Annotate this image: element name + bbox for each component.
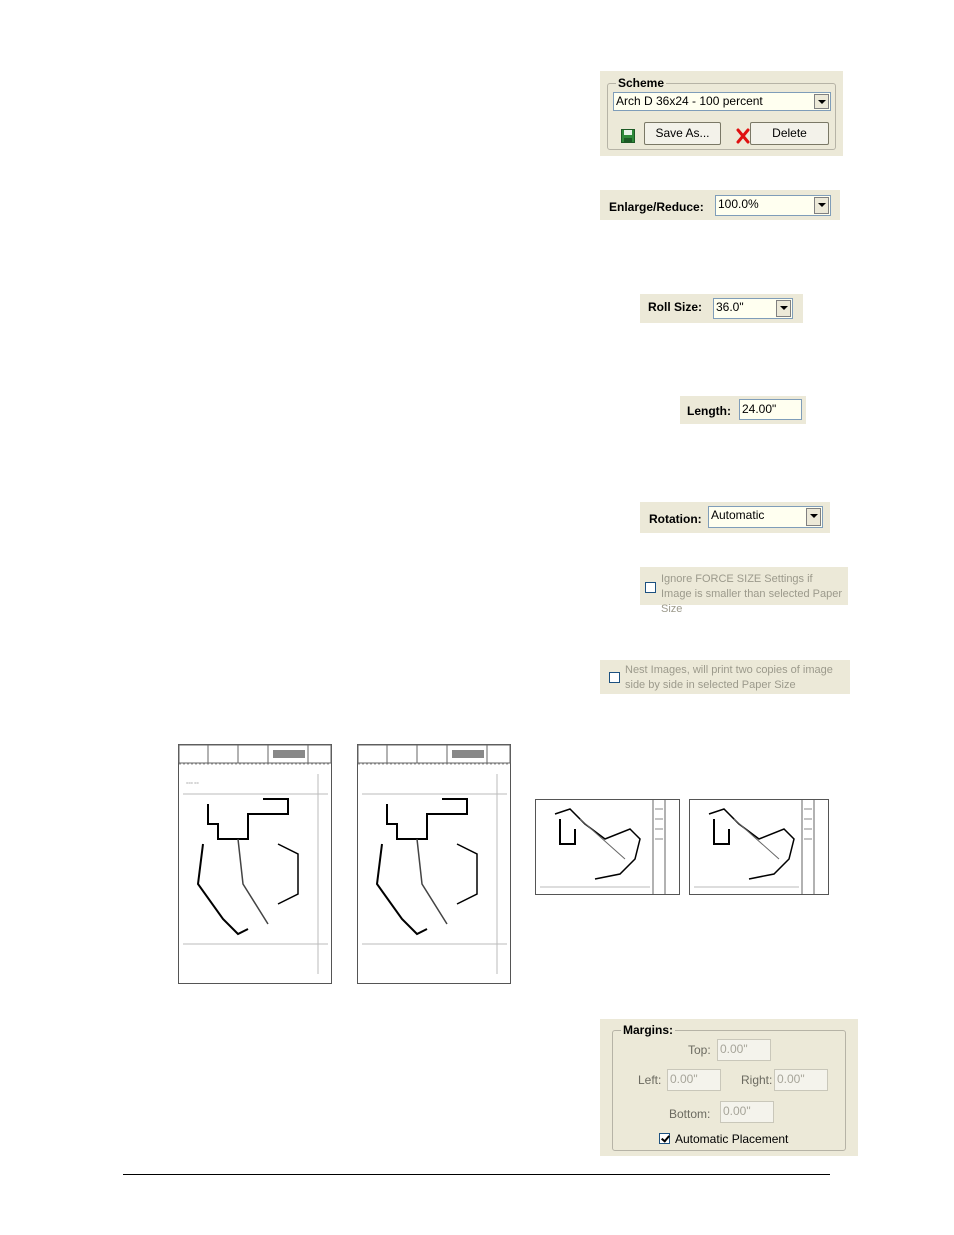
ignore-force-size-panel [640,567,848,615]
roll-size-label: Roll Size: [648,300,703,314]
roll-size-select[interactable] [713,298,793,319]
margin-left-label: Left: [638,1073,662,1087]
scheme-title: Scheme [618,76,665,90]
scheme-panel [600,71,843,156]
automatic-placement-checkbox[interactable] [659,1133,670,1144]
rotation-select[interactable] [708,506,823,528]
nested-drawing-1 [535,799,680,895]
rotation-label: Rotation: [649,512,702,526]
enlarge-reduce-select[interactable] [715,195,831,216]
margin-left-input[interactable]: 0.00" [667,1069,721,1091]
rotation-panel [640,502,830,533]
portrait-drawing-1 [178,744,332,984]
delete-button[interactable]: Delete [750,122,829,145]
enlarge-reduce-value: 100.0% [718,197,759,211]
margins-panel [600,1019,858,1156]
red-x-icon[interactable] [736,128,750,144]
chevron-down-icon[interactable] [776,300,791,317]
margin-right-label: Right: [741,1073,773,1087]
floppy-disk-icon[interactable] [621,129,635,143]
rotation-value: Automatic [711,508,765,522]
margin-top-input[interactable]: 0.00" [717,1039,771,1061]
scheme-select-value: Arch D 36x24 - 100 percent [616,94,763,108]
chevron-down-icon[interactable] [814,94,829,109]
length-panel [680,396,806,424]
ignore-force-size-checkbox[interactable] [645,582,656,593]
ignore-force-size-text: Ignore FORCE SIZE Settings if Image is smaller than selected Paper Size [661,573,842,615]
margin-bottom-input[interactable]: 0.00" [720,1101,774,1123]
svg-text:=== ==: === == [186,780,199,785]
nest-images-text: Nest Images, will print two copies of image side by side in selected Paper Size [625,664,833,691]
save-as-button[interactable]: Save As... [644,122,721,145]
enlarge-reduce-label: Enlarge/Reduce: [609,200,704,214]
margins-title: Margins: [623,1023,674,1037]
roll-size-panel [640,294,803,323]
nest-images-checkbox[interactable] [609,672,620,683]
nest-images-panel [600,660,850,694]
portrait-drawing-2 [357,744,511,984]
roll-size-value: 36.0" [716,300,744,314]
length-label: Length: [687,404,731,418]
margin-bottom-label: Bottom: [669,1107,711,1121]
chevron-down-icon[interactable] [814,197,829,214]
scheme-select[interactable] [613,92,831,111]
footer-rule [123,1174,830,1175]
length-input[interactable]: 24.00" [739,399,802,420]
margin-top-label: Top: [688,1043,711,1057]
margin-right-input[interactable]: 0.00" [774,1069,828,1091]
chevron-down-icon[interactable] [806,508,821,526]
automatic-placement-label: Automatic Placement [675,1132,789,1146]
nested-drawing-2 [689,799,829,895]
enlarge-reduce-panel [600,190,840,220]
